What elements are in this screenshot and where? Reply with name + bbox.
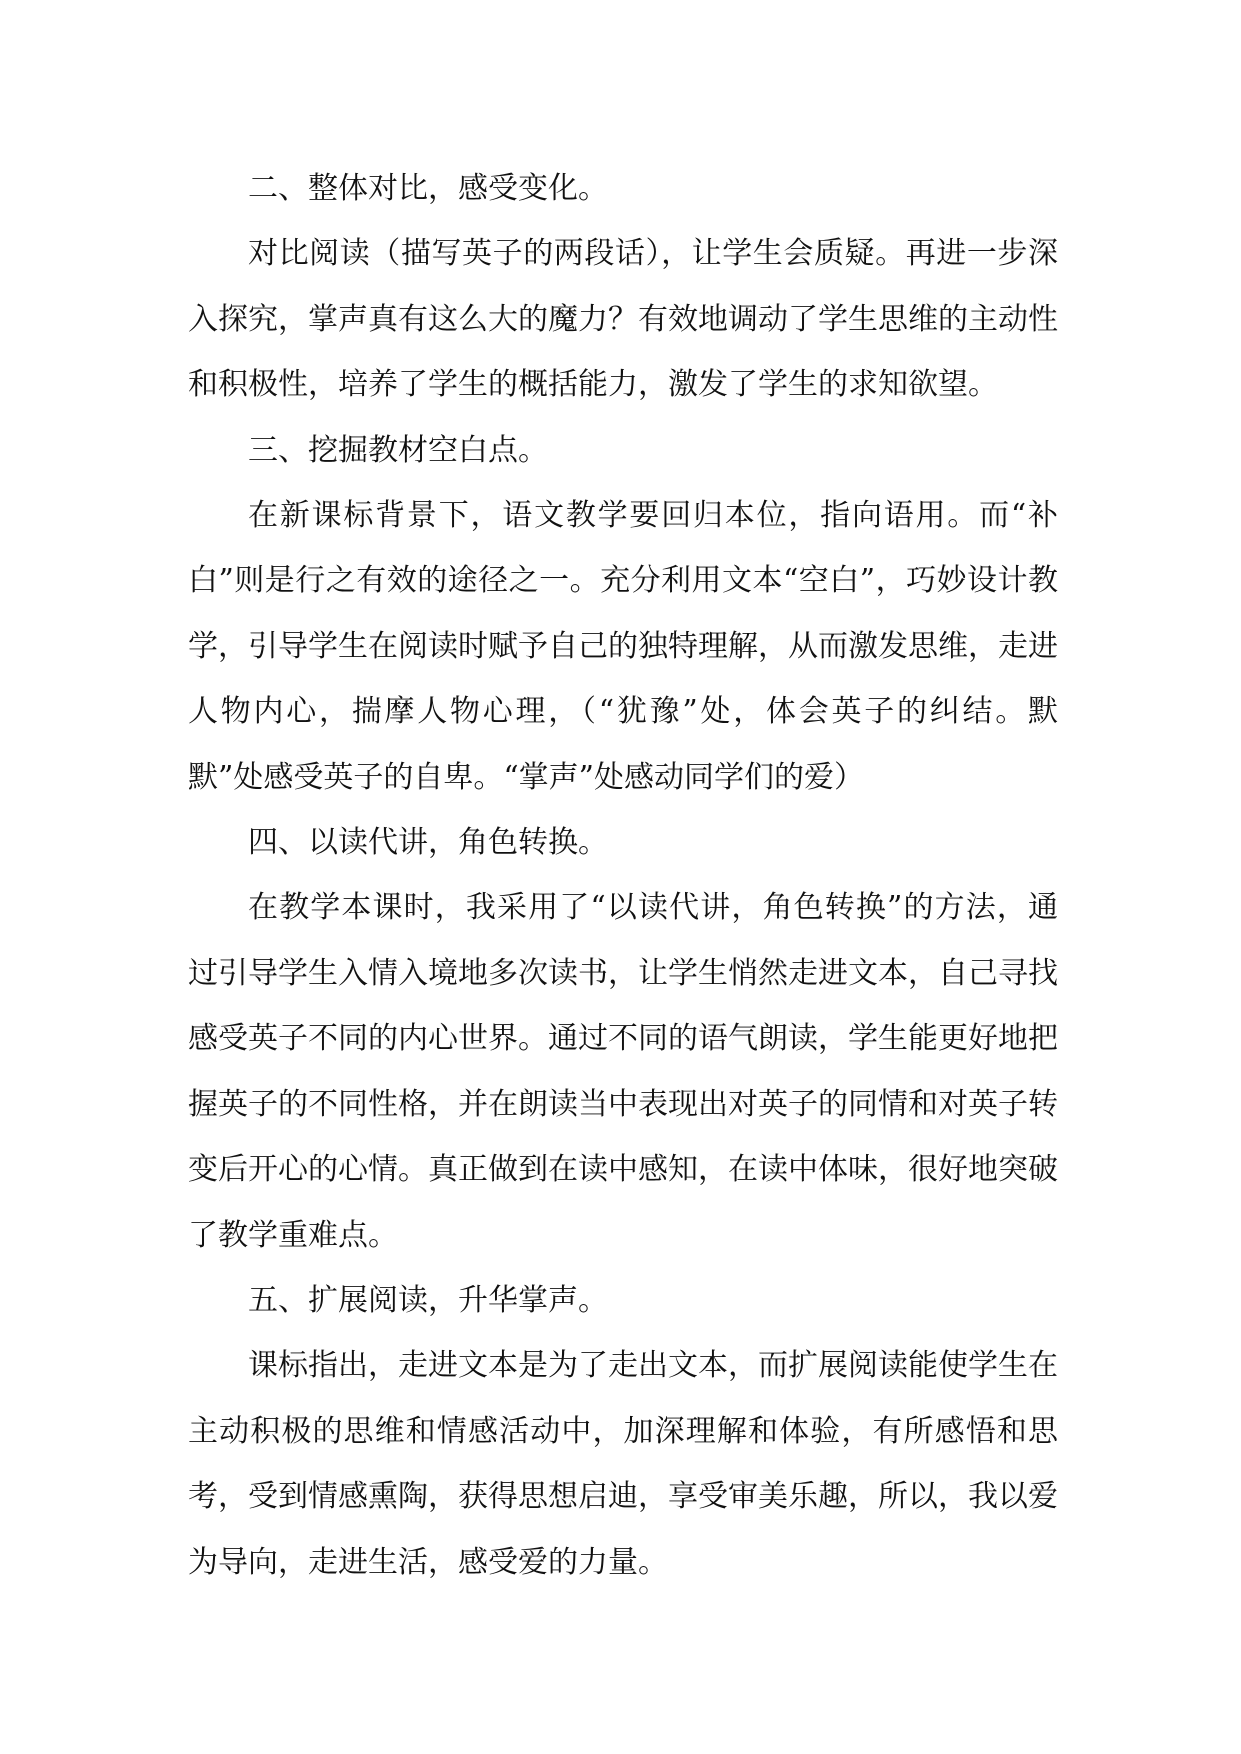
section-heading-5: 五、扩展阅读，升华掌声。 <box>248 1282 608 1318</box>
paragraph-extended-reading: 课标指出，走进文本是为了走出文本，而扩展阅读能使学生在主动积极的思维和情感活动中，加深理解和体验，有所感悟和思考，受到情感熏陶，获得思想启迪，享受审美乐趣，所以，我以爱为导向，走进生活，感受爱的力量。 <box>188 1348 1058 1580</box>
section-heading-2: 二、整体对比，感受变化。 <box>248 171 608 206</box>
document-body <box>188 156 1058 1595</box>
paragraph-reading-roles: 在教学本课时，我采用了“以读代讲，角色转换”的方法，通过引导学生入情入境地多次读书，让学生悄然走进文本，自己寻找感受英子不同的内心世界。通过不同的语气朗读，学生能更好地把握英子的不同性格，并在朗读当中表现出对英子的同情和对英子转变后开心的心情。真正做到在读中感知，在读中体味，很好地突破了教学重难点。 <box>188 890 1058 1253</box>
section-heading-4: 四、以读代讲，角色转换。 <box>248 825 608 861</box>
paragraph-contrast-reading: 对比阅读（描写英子的两段话），让学生会质疑。再进一步深入探究，掌声真有这么大的魔力？有效地调动了学生思维的主动性和积极性，培养了学生的概括能力，激发了学生的求知欲望。 <box>188 236 1058 403</box>
section-heading-3: 三、挖掘教材空白点。 <box>248 432 548 468</box>
paragraph-fill-blanks: 在新课标背景下，语文教学要回归本位，指向语用。而“补白”则是行之有效的途径之一。充分利用文本“空白”，巧妙设计教学，引导学生在阅读时赋予自己的独特理解，从而激发思维，走进人物内心，揣摩人物心理，（“犹豫”处，体会英子的纠结。默默”处感受英子的自卑。“掌声”处感动同学们的爱） <box>188 498 1058 795</box>
